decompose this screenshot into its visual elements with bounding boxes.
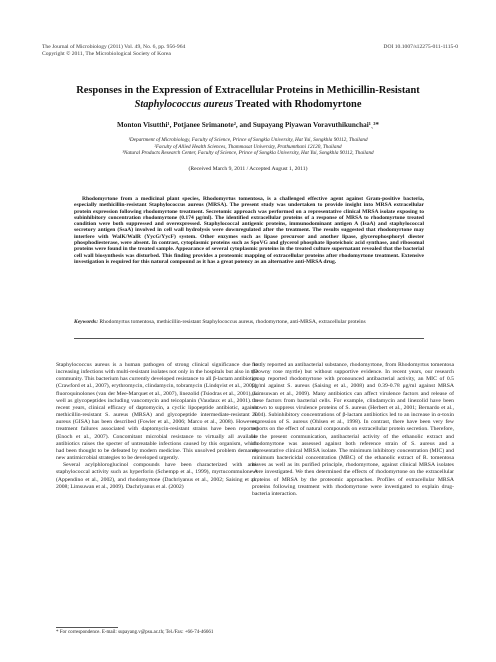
journal-line: The Journal of Microbiology (2011) Vol. 49, No. 6, pp. 956-964 bbox=[42, 44, 186, 50]
title-line-1: Responses in the Expression of Extracellular Proteins in Methicillin-Resistant bbox=[76, 85, 420, 96]
affiliation-1: ¹Department of Microbiology, Faculty of Science, Prince of Songkla University, Hat Yai, Songkhla 90112, Thailand bbox=[128, 137, 368, 143]
paper-title bbox=[30, 84, 466, 111]
keywords-label: Keywords: bbox=[74, 319, 99, 325]
copyright-line: Copyright © 2011, The Microbiological Society of Korea bbox=[42, 51, 171, 58]
keywords-divider bbox=[74, 338, 424, 339]
received-dates: (Received March 9, 2011 / Accepted August 1, 2011) bbox=[188, 166, 308, 172]
title-species: Staphylococcus aureus bbox=[134, 98, 233, 110]
keywords bbox=[74, 319, 424, 325]
body-paragraph: Staphylococcus aureus is a human pathogen of strong clinical significance due to increasing infections with multi-resistant isolates not only in the hospitals but also in the community. This bacterium has currently developed resistance to all β-lactam antibiotics (Crawford et al., 2007), erythromycin, clindamycin, tobramycin (Lindqvist et al., 2009), fluoroquinolones (van der Mee-Marquet et al., 2007), linezolid (Tsiodras et al., 2001), as well as glycopeptides including vancomycin and teicoplanin (Vaudaux et al., 2001). In recent years, clinical efficacy of daptomycin, a cyclic lipopeptide antibiotic, against methicillin-resistant S. aureus (MRSA) and glycopeptide intermediate-resistant S. aureus (GISA) has been described (Fowler et al., 2006; Marco et al., 2008). However, treatment failures associated with daptomycin-resistant strains have been reported (Enoch et al., 2007). Concomitant microbial resistance to virtually all available antibiotics raises the specter of untreatable infections caused by this organism, which had been thought to be defeated by modern medicine. This unsolved problem demands new antimicrobial strategies to be developed urgently. bbox=[56, 362, 258, 462]
title-rest: Treated with Rhodomyrtone bbox=[233, 98, 362, 110]
keywords-text: Rhodomyrtus tomentosa, methicillin-resistant Staphylococcus aureus, rhodomyrtone, anti-MRSA, extracellular proteins bbox=[98, 319, 366, 325]
doi: DOI 10.1007/s12275-011-1115-0 bbox=[383, 44, 458, 50]
correspondence-footnote: * For correspondence. E-mail: supayang.v@psu.ac.th; Tel./Fax: +66-74-46661 bbox=[56, 630, 214, 635]
body-column-right bbox=[252, 362, 454, 498]
footnote-divider bbox=[56, 627, 118, 628]
abstract-text: Rhodomyrtone from a medicinal plant species, Rhodomyrtus tomentosa, is a challenged effective agent against Gram-positive bacteria, especially methicillin-resistant Staphylococcus aureus (MRSA). The present study was undertaken to provide insight into MRSA extracellular protein expression following rhodomyrtone treatment. Secretomic approach was performed on a representative clinical MRSA isolate exposing to subinhibitory concentration rhodomyrtone (0.174 μg/ml). The identified extracellular proteins of a response of MRSA to rhodomyrtone treated condition were both suppressed and overexpressed. Staphylococcal antigenic proteins, immunodominant antigen A (IsaA) and staphylococcal secretory antigen (SsaA) involved in cell wall hydrolysis were downregulated after the treatment. The results suggested that rhodomyrtone may interfere with WalK/WalR (YycG/YycF) system. Other enzymes such as lipase precursor and another lipase, glycerophosphoryl diester phosphodiesterase, were absent. In contrast, cytoplasmic proteins such as SpoVG and glycerol phosphate lipoteichoic acid synthase, and ribosomal proteins were found in the treated sample. Appearance of several cytoplasmic proteins in the treated culture supernatant revealed that the bacterial cell wall biosynthesis was disturbed. This finding provides a proteomic mapping of extracellular proteins after rhodomyrtone treatment. Extensive investigation is required for this natural compound as it has a great potency as an alternative anti-MRSA drug. bbox=[74, 196, 424, 265]
abstract bbox=[74, 196, 424, 265]
body-column-left bbox=[56, 362, 258, 491]
affiliation-2: ²Faculty of Allied Health Sciences, Thammasat University, Prathumthani 12120, Thailand bbox=[154, 143, 342, 150]
body-paragraph: Several acylphloroglucinol compounds have been characterized with anti-staphylococcal activity such as hyperforin (Schempp et al., 1999), myrtucommulone A (Appendino et al., 2002), and rhodomyrtone (Dachriyanus et al., 2002; Saising et al., 2008; Limsuwan et al., 2009). Dachriyanus et al. (2002) bbox=[56, 462, 258, 490]
body-paragraph: firstly reported an antibacterial substance, rhodomyrtone, from Rhodomyrtus tomentosa (Downy rose myrtle) but without supportive evidence. In recent years, our research group reported rhodomyrtone with pronounced antibacterial activity, an MIC of 0.5 μg/ml against S. aureus (Saising et al., 2008) and 0.39-0.78 μg/ml against MRSA (Limsuwan et al., 2009). Many antibiotics can affect virulence factors and release of these factors from bacterial cells. For example, clindamycin and linezolid have been shown to suppress virulence proteins of S. aureus (Herbert et al., 2001; Bernardo et al., 2004). Subinhibitory concentrations of β-lactam antibiotics led to an increase in α-toxin expression of S. aureus (Ohlsen et al., 1998). In contrast, there have been very few reports on the effect of natural compounds on extracellular protein secretion. Therefore, in the present communication, antibacterial activity of the ethanolic extract and rhodomyrtone was assessed against both reference strain of S. aureus and a representative clinical MRSA isolate. The minimum inhibitory concentration (MIC) and minimum bactericidal concentration (MBC) of the ethanolic extract of R. tomentosa leaves as well as its purified principle, rhodomyrtone, against clinical MRSA isolates were investigated. We then determined the effects of rhodomyrtone on the extracellular proteins of MRSA by the proteomic approaches. Profiles of extracellular MRSA proteins following treatment with rhodomyrtone were investigated to explain drug-bacteria interaction. bbox=[252, 362, 454, 497]
journal-citation bbox=[42, 44, 185, 58]
author-list: Monton Visutthi¹, Potjanee Srimanote², and Supayang Piyawan Voravuthikunchai¹ˎ³* bbox=[116, 121, 380, 129]
affiliations bbox=[30, 137, 466, 157]
affiliation-3: ³Natural Products Research Center, Faculty of Science, Prince of Songkla University, Hat Yai, Songkhla 90112, Thailand bbox=[122, 150, 374, 157]
title-line-2 bbox=[30, 98, 466, 112]
